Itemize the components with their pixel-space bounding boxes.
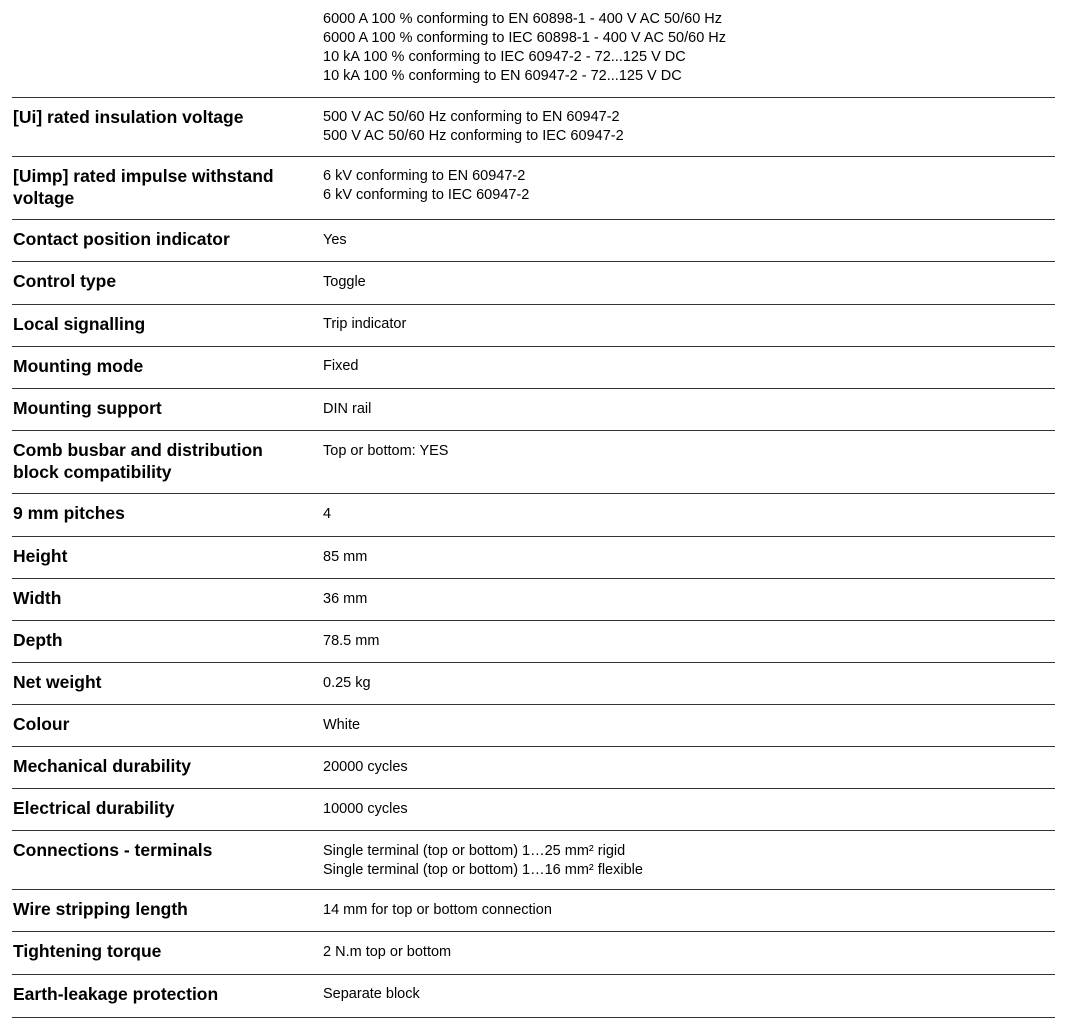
spec-value bbox=[323, 10, 1043, 86]
spec-row bbox=[12, 305, 1055, 347]
spec-value-line: 36 mm bbox=[323, 591, 368, 607]
spec-value-line: 10 kA 100 % conforming to EN 60947-2 - 72...125 V DC bbox=[323, 68, 682, 84]
spec-row bbox=[12, 0, 1055, 98]
spec-value bbox=[323, 108, 1043, 146]
spec-value-line: 6000 A 100 % conforming to IEC 60898-1 - 400 V AC 50/60 Hz bbox=[323, 30, 727, 46]
spec-value bbox=[323, 674, 1043, 693]
spec-label: Net weight bbox=[13, 672, 102, 692]
spec-row bbox=[12, 537, 1055, 579]
spec-label: Local signalling bbox=[13, 314, 146, 334]
spec-label: Wire stripping length bbox=[13, 899, 188, 919]
spec-value bbox=[323, 800, 1043, 819]
spec-label: Width bbox=[13, 588, 62, 608]
spec-value bbox=[323, 315, 1043, 334]
spec-value-line: 20000 cycles bbox=[323, 759, 408, 775]
row-divider bbox=[12, 1017, 1055, 1019]
spec-row bbox=[12, 389, 1055, 431]
spec-label: Earth-leakage protection bbox=[13, 984, 219, 1004]
spec-value bbox=[323, 985, 1043, 1004]
spec-row bbox=[12, 831, 1055, 890]
spec-value-line: 10000 cycles bbox=[323, 801, 408, 817]
spec-label: Comb busbar and distribution block compatibility bbox=[13, 440, 263, 482]
spec-row bbox=[12, 262, 1055, 305]
spec-label: Mounting support bbox=[13, 398, 162, 418]
spec-row bbox=[12, 431, 1055, 494]
spec-value-line: Single terminal (top or bottom) 1…16 mm² flexible bbox=[323, 862, 643, 878]
spec-value bbox=[323, 842, 1043, 880]
spec-label: Contact position indicator bbox=[13, 229, 230, 249]
spec-row bbox=[12, 220, 1055, 262]
spec-label: Mounting mode bbox=[13, 356, 144, 376]
spec-row bbox=[12, 663, 1055, 705]
spec-value-line: Toggle bbox=[323, 274, 366, 290]
spec-value bbox=[323, 943, 1043, 962]
spec-value-line: Yes bbox=[323, 232, 347, 248]
spec-value bbox=[323, 901, 1043, 920]
spec-value-line: 6 kV conforming to EN 60947-2 bbox=[323, 168, 526, 184]
spec-row bbox=[12, 621, 1055, 663]
spec-label: Electrical durability bbox=[13, 798, 175, 818]
spec-value bbox=[323, 548, 1043, 567]
spec-row bbox=[12, 579, 1055, 621]
spec-value-line: Fixed bbox=[323, 358, 359, 374]
spec-row bbox=[12, 890, 1055, 932]
spec-row bbox=[12, 347, 1055, 389]
spec-row bbox=[12, 98, 1055, 157]
spec-value bbox=[323, 357, 1043, 376]
spec-value bbox=[323, 400, 1043, 419]
spec-value bbox=[323, 231, 1043, 250]
spec-value-line: 6000 A 100 % conforming to EN 60898-1 - 400 V AC 50/60 Hz bbox=[323, 11, 723, 27]
spec-label: Height bbox=[13, 546, 68, 566]
spec-value-line: White bbox=[323, 717, 361, 733]
spec-value-line: 500 V AC 50/60 Hz conforming to IEC 60947-2 bbox=[323, 128, 624, 144]
spec-value-line: Top or bottom: YES bbox=[323, 443, 449, 459]
spec-value-line: 14 mm for top or bottom connection bbox=[323, 902, 552, 918]
spec-value-line: 78.5 mm bbox=[323, 633, 380, 649]
spec-value bbox=[323, 167, 1043, 205]
spec-label: [Uimp] rated impulse withstand voltage bbox=[13, 166, 274, 208]
spec-label: Control type bbox=[13, 271, 117, 291]
spec-label: [Ui] rated insulation voltage bbox=[13, 107, 244, 127]
spec-value bbox=[323, 442, 1043, 461]
spec-label: Mechanical durability bbox=[13, 756, 191, 776]
spec-label: 9 mm pitches bbox=[13, 503, 125, 523]
spec-value-line: DIN rail bbox=[323, 401, 372, 417]
spec-value bbox=[323, 758, 1043, 777]
spec-row bbox=[12, 157, 1055, 220]
spec-row bbox=[12, 705, 1055, 747]
spec-label: Depth bbox=[13, 630, 63, 650]
spec-value-line: 6 kV conforming to IEC 60947-2 bbox=[323, 187, 530, 203]
spec-value-line: Trip indicator bbox=[323, 316, 407, 332]
spec-value-line: 0.25 kg bbox=[323, 675, 371, 691]
spec-label: Tightening torque bbox=[13, 941, 162, 961]
spec-row bbox=[12, 494, 1055, 537]
spec-value bbox=[323, 632, 1043, 651]
spec-value bbox=[323, 590, 1043, 609]
spec-value-line: Separate block bbox=[323, 986, 420, 1002]
spec-value-line: 2 N.m top or bottom bbox=[323, 944, 452, 960]
spec-value bbox=[323, 505, 1043, 524]
spec-label: Connections - terminals bbox=[13, 840, 213, 860]
spec-value bbox=[323, 273, 1043, 292]
spec-row bbox=[12, 975, 1055, 1018]
spec-value-line: Single terminal (top or bottom) 1…25 mm² rigid bbox=[323, 843, 626, 859]
spec-value-line: 500 V AC 50/60 Hz conforming to EN 60947-2 bbox=[323, 109, 620, 125]
spec-label: Colour bbox=[13, 714, 70, 734]
spec-row bbox=[12, 789, 1055, 831]
spec-value bbox=[323, 716, 1043, 735]
spec-row bbox=[12, 932, 1055, 975]
spec-row bbox=[12, 747, 1055, 789]
spec-value-line: 85 mm bbox=[323, 549, 368, 565]
spec-value-line: 10 kA 100 % conforming to IEC 60947-2 - 72...125 V DC bbox=[323, 49, 686, 65]
spec-value-line: 4 bbox=[323, 506, 332, 522]
